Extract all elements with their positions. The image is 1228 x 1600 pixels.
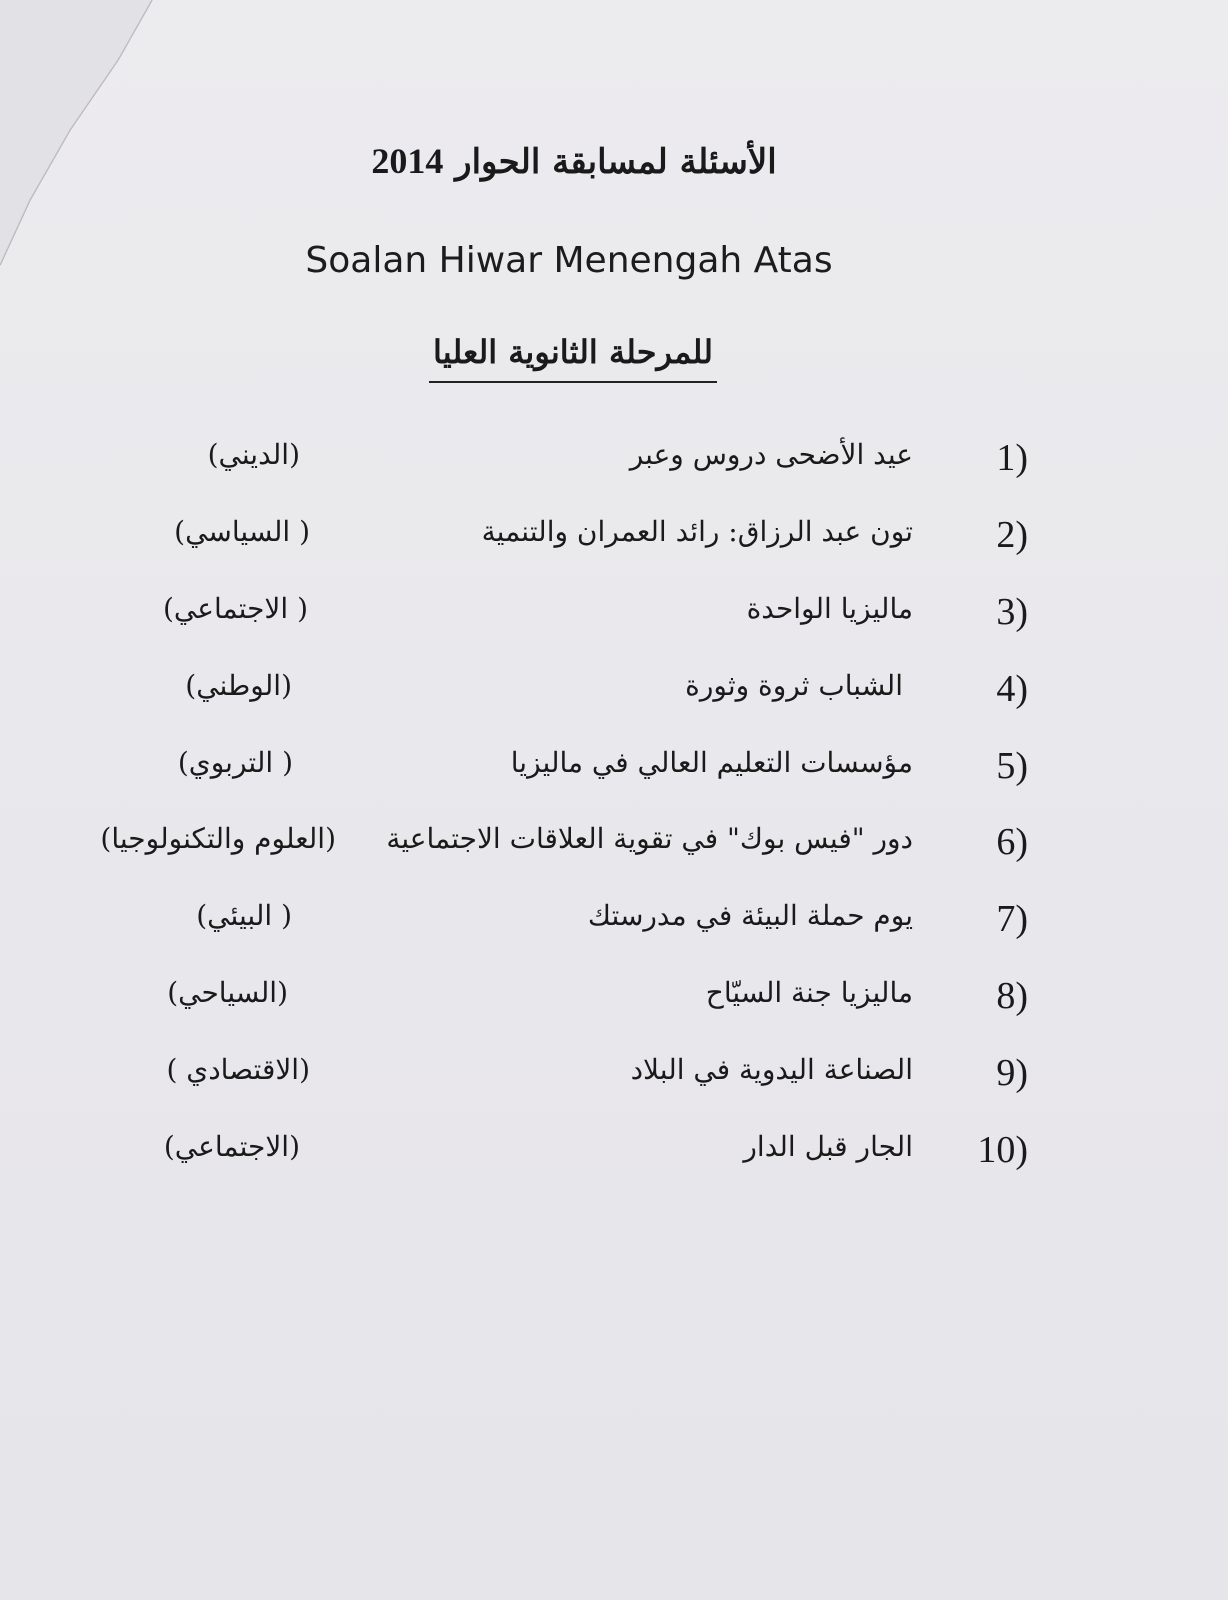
question-topic: الجار قبل الدار xyxy=(743,1130,913,1163)
question-category: (العلوم والتكنولوجيا) xyxy=(100,822,336,855)
document-title xyxy=(0,140,1148,182)
question-item xyxy=(0,897,1228,957)
question-number: 2) xyxy=(996,514,1028,556)
question-topic: الشباب ثروة وثورة xyxy=(685,669,903,702)
question-topic: ماليزيا الواحدة xyxy=(746,592,913,625)
question-category: (الديني) xyxy=(207,438,300,471)
question-number: 5) xyxy=(996,745,1028,787)
question-category: (الوطني) xyxy=(185,669,292,702)
question-item xyxy=(0,744,1228,804)
level-heading-text: للمرحلة الثانوية العليا xyxy=(429,333,717,383)
question-item xyxy=(0,667,1228,727)
question-number: 10) xyxy=(977,1129,1028,1171)
question-topic: ماليزيا جنة السيّاح xyxy=(705,976,913,1009)
level-heading xyxy=(0,333,1146,371)
title-text: الأسئلة لمسابقة الحوار xyxy=(455,142,777,182)
question-item xyxy=(0,974,1228,1034)
question-topic: دور "فيس بوك" في تقوية العلاقات الاجتماعية xyxy=(386,822,913,855)
question-category: (السياحي) xyxy=(167,976,288,1009)
question-category: ( التربوي) xyxy=(177,746,293,779)
question-item xyxy=(0,1128,1228,1188)
question-category: (الاقتصادي ) xyxy=(166,1053,310,1086)
document-subtitle: Soalan Hiwar Menengah Atas xyxy=(305,240,833,281)
question-category: ( الاجتماعي) xyxy=(162,592,308,625)
question-item xyxy=(0,820,1228,880)
question-category: ( البيئي) xyxy=(196,899,292,932)
question-topic: الصناعة اليدوية في البلاد xyxy=(630,1053,913,1086)
title-year: 2014 xyxy=(371,141,444,181)
question-item xyxy=(0,590,1228,650)
question-topic: عيد الأضحى دروس وعبر xyxy=(629,438,913,471)
question-category: (الاجتماعي) xyxy=(163,1130,300,1163)
question-topic: يوم حملة البيئة في مدرستك xyxy=(587,899,913,932)
question-item xyxy=(0,1051,1228,1111)
question-category: ( السياسي) xyxy=(174,515,310,548)
question-item xyxy=(0,436,1228,496)
question-topic: تون عبد الرزاق: رائد العمران والتنمية xyxy=(481,515,913,548)
question-number: 6) xyxy=(996,821,1028,863)
question-topic: مؤسسات التعليم العالي في ماليزيا xyxy=(510,746,913,779)
question-number: 3) xyxy=(996,591,1028,633)
question-number: 9) xyxy=(996,1052,1028,1094)
question-item xyxy=(0,513,1228,573)
question-number: 8) xyxy=(996,975,1028,1017)
question-number: 1) xyxy=(996,437,1028,479)
question-number: 4) xyxy=(996,668,1028,710)
question-number: 7) xyxy=(996,898,1028,940)
